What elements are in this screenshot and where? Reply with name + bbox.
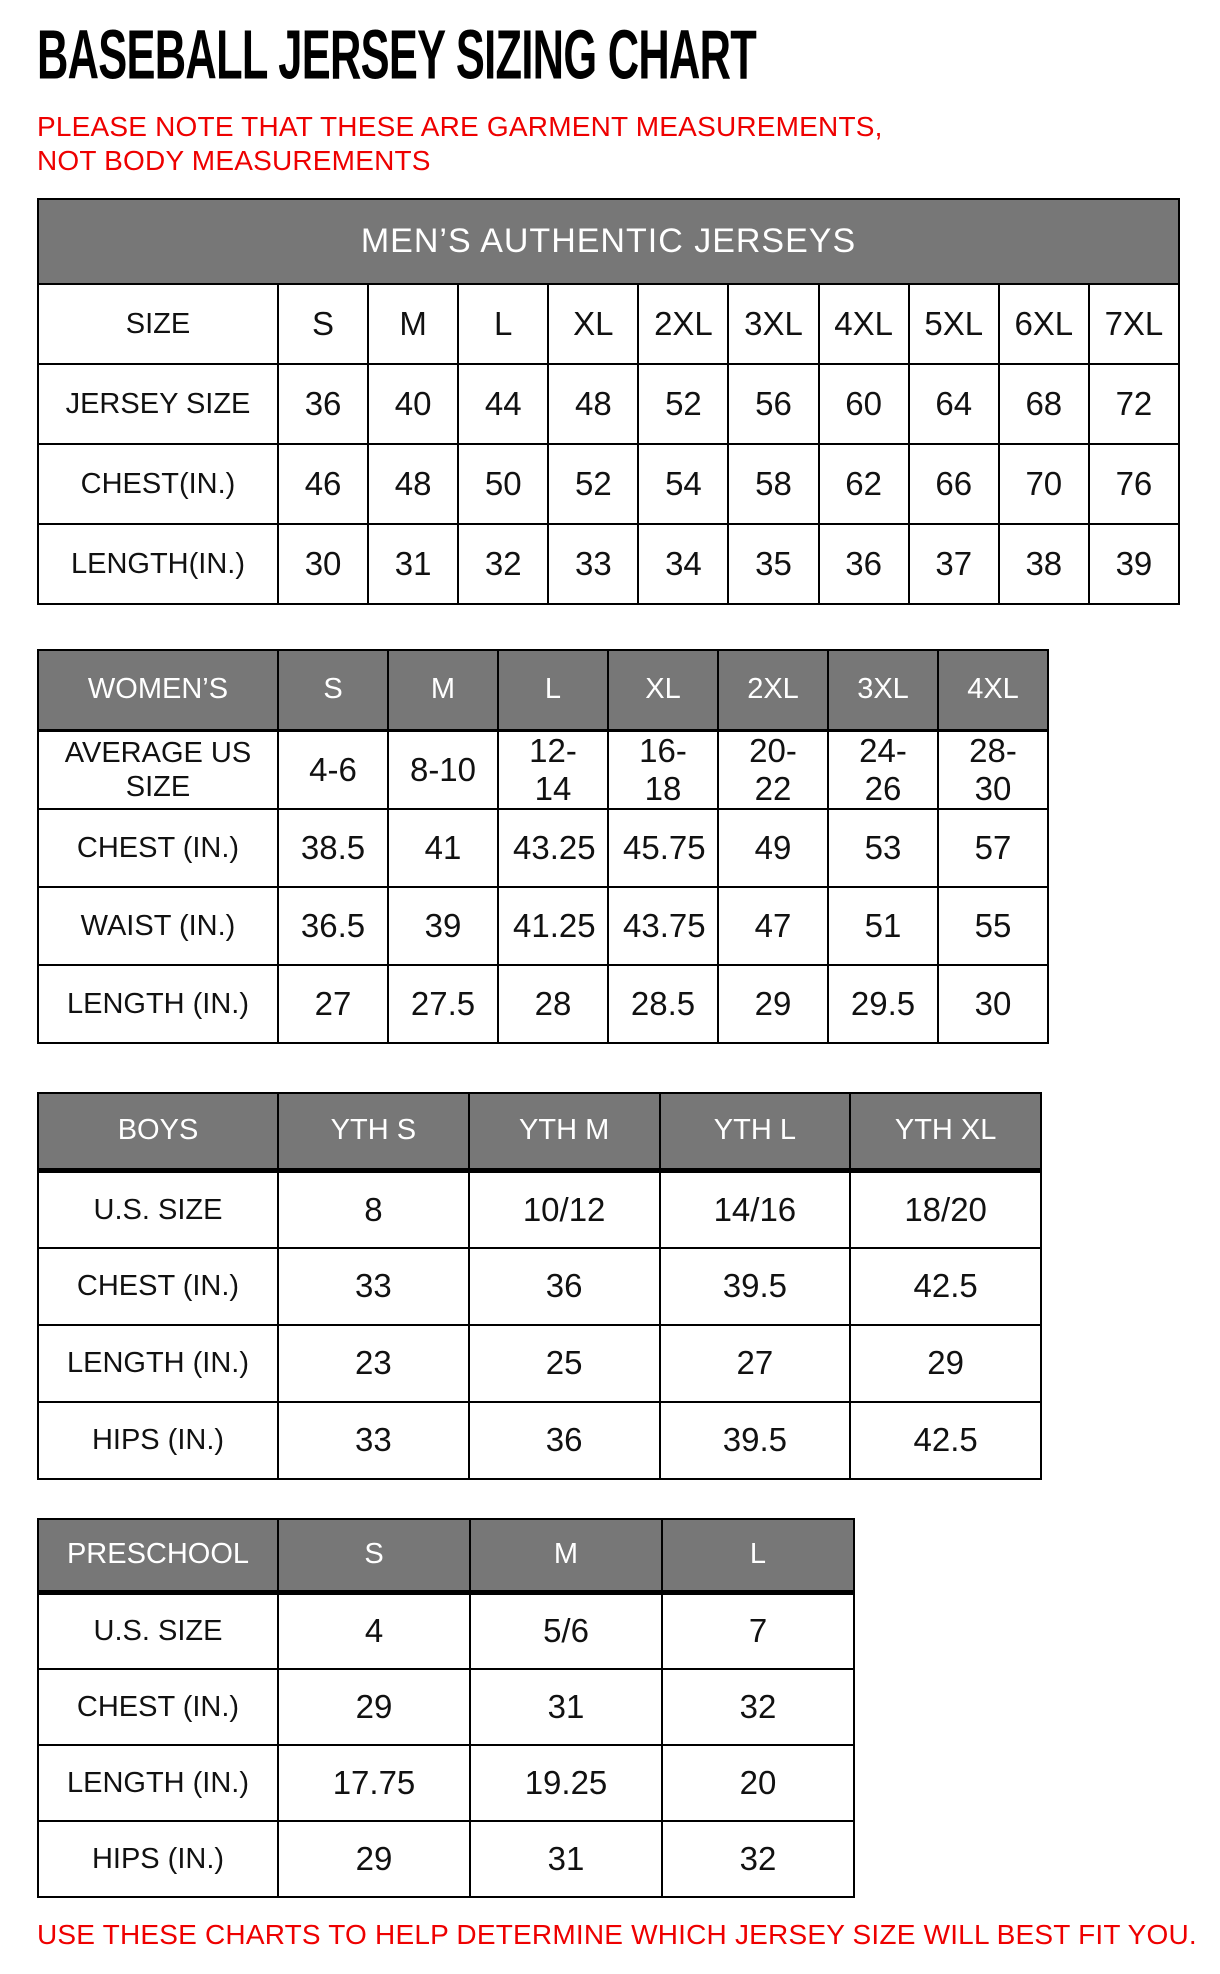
garment-measurements-note: PLEASE NOTE THAT THESE ARE GARMENT MEASUREMENTS, NOT BODY MEASUREMENTS <box>37 111 883 176</box>
boys-header-label: BOYS <box>38 1093 278 1171</box>
boys-row-label: LENGTH (IN.) <box>38 1325 278 1402</box>
boys-value-cell: 36 <box>469 1402 660 1479</box>
womens-value-cell: 57 <box>938 809 1048 887</box>
preschool-value-cell: 29 <box>278 1821 470 1897</box>
preschool-value-cell: 32 <box>662 1821 854 1897</box>
preschool-column-header: L <box>662 1519 854 1593</box>
mens-value-cell: 31 <box>368 524 458 604</box>
preschool-value-cell: 31 <box>470 1821 662 1897</box>
preschool-value-cell: 7 <box>662 1593 854 1669</box>
boys-value-cell: 39.5 <box>660 1402 851 1479</box>
womens-value-cell: 20-22 <box>718 730 828 809</box>
boys-column-header: YTH L <box>660 1093 851 1171</box>
womens-value-cell: 55 <box>938 887 1048 965</box>
womens-value-cell: 39 <box>388 887 498 965</box>
mens-table-row <box>38 364 1179 444</box>
boys-value-cell: 25 <box>469 1325 660 1402</box>
mens-value-cell: 2XL <box>638 284 728 364</box>
mens-value-cell: 46 <box>278 444 368 524</box>
womens-column-header: S <box>278 650 388 730</box>
mens-value-cell: 52 <box>638 364 728 444</box>
boys-table-row <box>38 1402 1041 1479</box>
preschool-header-label: PRESCHOOL <box>38 1519 278 1593</box>
boys-header-row <box>38 1093 1041 1171</box>
mens-value-cell: 54 <box>638 444 728 524</box>
mens-value-cell: 5XL <box>909 284 999 364</box>
womens-value-cell: 29 <box>718 965 828 1043</box>
mens-value-cell: 37 <box>909 524 999 604</box>
womens-value-cell: 29.5 <box>828 965 938 1043</box>
womens-table-row <box>38 965 1048 1043</box>
womens-table-row <box>38 887 1048 965</box>
boys-column-header: YTH XL <box>850 1093 1041 1171</box>
boys-table-row <box>38 1248 1041 1325</box>
mens-value-cell: 35 <box>728 524 818 604</box>
mens-value-cell: 68 <box>999 364 1089 444</box>
preschool-value-cell: 32 <box>662 1669 854 1745</box>
womens-column-header: XL <box>608 650 718 730</box>
mens-value-cell: 64 <box>909 364 999 444</box>
mens-value-cell: 48 <box>548 364 638 444</box>
mens-value-cell: 56 <box>728 364 818 444</box>
preschool-value-cell: 19.25 <box>470 1745 662 1821</box>
mens-value-cell: 72 <box>1089 364 1179 444</box>
womens-value-cell: 43.25 <box>498 809 608 887</box>
mens-value-cell: 70 <box>999 444 1089 524</box>
preschool-column-header: S <box>278 1519 470 1593</box>
mens-value-cell: 38 <box>999 524 1089 604</box>
mens-value-cell: 60 <box>819 364 909 444</box>
womens-value-cell: 45.75 <box>608 809 718 887</box>
mens-value-cell: S <box>278 284 368 364</box>
mens-banner-row <box>38 199 1179 284</box>
womens-value-cell: 41 <box>388 809 498 887</box>
boys-value-cell: 27 <box>660 1325 851 1402</box>
womens-value-cell: 36.5 <box>278 887 388 965</box>
womens-value-cell: 47 <box>718 887 828 965</box>
boys-value-cell: 18/20 <box>850 1171 1041 1248</box>
womens-table-row <box>38 809 1048 887</box>
preschool-row-label: U.S. SIZE <box>38 1593 278 1669</box>
mens-value-cell: 6XL <box>999 284 1089 364</box>
boys-value-cell: 14/16 <box>660 1171 851 1248</box>
mens-value-cell: 58 <box>728 444 818 524</box>
womens-size-table <box>37 649 1049 1044</box>
mens-value-cell: 3XL <box>728 284 818 364</box>
boys-row-label: CHEST (IN.) <box>38 1248 278 1325</box>
preschool-table-row <box>38 1745 854 1821</box>
preschool-table-row <box>38 1669 854 1745</box>
mens-value-cell: 33 <box>548 524 638 604</box>
boys-column-header: YTH M <box>469 1093 660 1171</box>
boys-value-cell: 8 <box>278 1171 469 1248</box>
womens-row-label: LENGTH (IN.) <box>38 965 278 1043</box>
mens-table-row <box>38 444 1179 524</box>
boys-row-label: U.S. SIZE <box>38 1171 278 1248</box>
womens-header-row <box>38 650 1048 730</box>
womens-value-cell: 27 <box>278 965 388 1043</box>
preschool-row-label: LENGTH (IN.) <box>38 1745 278 1821</box>
preschool-column-header: M <box>470 1519 662 1593</box>
preschool-value-cell: 29 <box>278 1669 470 1745</box>
boys-value-cell: 42.5 <box>850 1248 1041 1325</box>
womens-value-cell: 24-26 <box>828 730 938 809</box>
mens-table-row <box>38 284 1179 364</box>
mens-value-cell: 30 <box>278 524 368 604</box>
mens-row-label: CHEST(IN.) <box>38 444 278 524</box>
boys-value-cell: 10/12 <box>469 1171 660 1248</box>
womens-column-header: 4XL <box>938 650 1048 730</box>
mens-value-cell: M <box>368 284 458 364</box>
mens-value-cell: 50 <box>458 444 548 524</box>
mens-row-label: LENGTH(IN.) <box>38 524 278 604</box>
preschool-value-cell: 5/6 <box>470 1593 662 1669</box>
preschool-header-row <box>38 1519 854 1593</box>
mens-value-cell: 39 <box>1089 524 1179 604</box>
womens-value-cell: 28-30 <box>938 730 1048 809</box>
womens-value-cell: 51 <box>828 887 938 965</box>
womens-value-cell: 8-10 <box>388 730 498 809</box>
boys-value-cell: 23 <box>278 1325 469 1402</box>
boys-value-cell: 42.5 <box>850 1402 1041 1479</box>
mens-value-cell: 34 <box>638 524 728 604</box>
mens-row-label: SIZE <box>38 284 278 364</box>
mens-value-cell: 44 <box>458 364 548 444</box>
mens-value-cell: 4XL <box>819 284 909 364</box>
boys-size-table <box>37 1092 1042 1480</box>
mens-value-cell: 76 <box>1089 444 1179 524</box>
womens-column-header: 3XL <box>828 650 938 730</box>
mens-value-cell: 36 <box>278 364 368 444</box>
mens-value-cell: 7XL <box>1089 284 1179 364</box>
womens-value-cell: 27.5 <box>388 965 498 1043</box>
womens-value-cell: 28.5 <box>608 965 718 1043</box>
mens-banner: MEN’S AUTHENTIC JERSEYS <box>38 199 1179 284</box>
mens-value-cell: XL <box>548 284 638 364</box>
mens-table-row <box>38 524 1179 604</box>
womens-value-cell: 12-14 <box>498 730 608 809</box>
preschool-value-cell: 4 <box>278 1593 470 1669</box>
womens-header-label: WOMEN’S <box>38 650 278 730</box>
preschool-row-label: HIPS (IN.) <box>38 1821 278 1897</box>
preschool-table-row <box>38 1821 854 1897</box>
mens-value-cell: 32 <box>458 524 548 604</box>
womens-value-cell: 41.25 <box>498 887 608 965</box>
mens-size-table <box>37 198 1180 605</box>
womens-column-header: L <box>498 650 608 730</box>
mens-value-cell: 62 <box>819 444 909 524</box>
mens-value-cell: 52 <box>548 444 638 524</box>
boys-column-header: YTH S <box>278 1093 469 1171</box>
mens-value-cell: 48 <box>368 444 458 524</box>
mens-value-cell: L <box>458 284 548 364</box>
womens-row-label: AVERAGE US SIZE <box>38 730 278 809</box>
womens-value-cell: 43.75 <box>608 887 718 965</box>
preschool-size-table <box>37 1518 855 1898</box>
womens-value-cell: 30 <box>938 965 1048 1043</box>
preschool-table-row <box>38 1593 854 1669</box>
boys-value-cell: 39.5 <box>660 1248 851 1325</box>
boys-value-cell: 33 <box>278 1248 469 1325</box>
mens-row-label: JERSEY SIZE <box>38 364 278 444</box>
womens-value-cell: 49 <box>718 809 828 887</box>
boys-value-cell: 33 <box>278 1402 469 1479</box>
boys-value-cell: 29 <box>850 1325 1041 1402</box>
preschool-value-cell: 17.75 <box>278 1745 470 1821</box>
womens-row-label: CHEST (IN.) <box>38 809 278 887</box>
page-title: BASEBALL JERSEY SIZING CHART <box>37 16 757 95</box>
preschool-value-cell: 31 <box>470 1669 662 1745</box>
womens-value-cell: 16-18 <box>608 730 718 809</box>
womens-column-header: M <box>388 650 498 730</box>
boys-value-cell: 36 <box>469 1248 660 1325</box>
boys-table-row <box>38 1171 1041 1248</box>
womens-column-header: 2XL <box>718 650 828 730</box>
mens-value-cell: 40 <box>368 364 458 444</box>
best-fit-note: USE THESE CHARTS TO HELP DETERMINE WHICH JERSEY SIZE WILL BEST FIT YOU. <box>37 1918 1197 1950</box>
mens-value-cell: 66 <box>909 444 999 524</box>
boys-table-row <box>38 1325 1041 1402</box>
womens-value-cell: 53 <box>828 809 938 887</box>
preschool-row-label: CHEST (IN.) <box>38 1669 278 1745</box>
womens-value-cell: 4-6 <box>278 730 388 809</box>
womens-table-row <box>38 730 1048 809</box>
boys-row-label: HIPS (IN.) <box>38 1402 278 1479</box>
mens-value-cell: 36 <box>819 524 909 604</box>
size-tables-container <box>37 198 1190 1898</box>
preschool-value-cell: 20 <box>662 1745 854 1821</box>
womens-value-cell: 28 <box>498 965 608 1043</box>
womens-value-cell: 38.5 <box>278 809 388 887</box>
womens-row-label: WAIST (IN.) <box>38 887 278 965</box>
